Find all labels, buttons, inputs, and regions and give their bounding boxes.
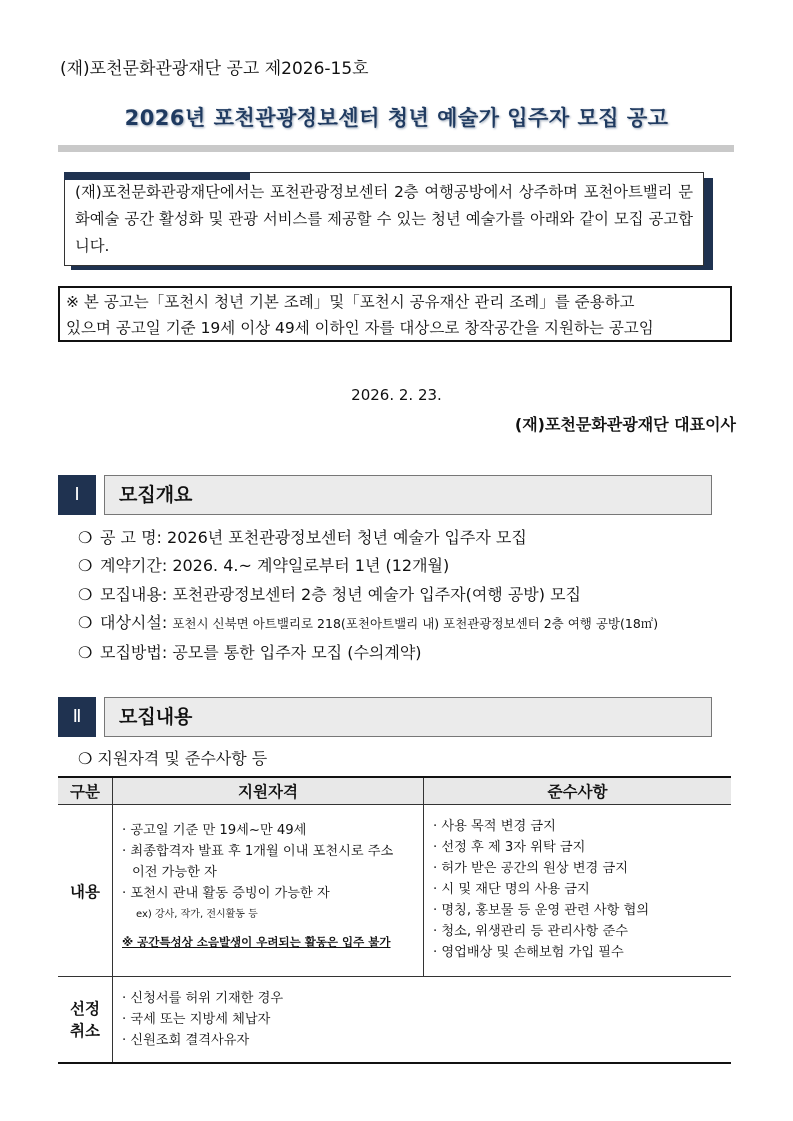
table-row [58,977,731,1063]
item-value: 2026년 포천관광정보센터 청년 예술가 입주자 모집 [167,528,527,547]
item-label: 모집내용: [100,584,168,604]
row-label-content: 내용 [58,805,113,977]
qualification-item: · 공고일 기준 만 19세~만 49세 [122,823,307,838]
cancellation-item: · 신청서를 허위 기재한 경우 [122,991,284,1006]
section-2-subheading: ❍ 지원자격 및 준수사항 등 [78,749,268,768]
compliance-item: · 허가 받은 공간의 원상 변경 금지 [433,861,628,876]
compliance-item: · 영업배상 및 손해보험 가입 필수 [433,945,624,960]
table-header-qualifications: 지원자격 [113,777,424,805]
page-title: 2026년 포천관광정보센터 청년 예술가 입주자 모집 공고 [124,106,669,130]
regulation-notice-box [58,286,732,342]
section-2-title: 모집내용 [104,697,712,737]
row-label-cancellation [58,977,113,1063]
table-header-row [58,777,731,805]
item-value: 2026. 4.~ 계약일로부터 1년 (12개월) [172,556,450,576]
list-item [78,552,658,580]
bullet-icon: ❍ [78,642,93,662]
qualifications-cell [113,805,424,977]
cancellation-cell [113,977,732,1063]
regulation-notice-line-1: ※ 본 공고는「포천시 청년 기본 조례」및「포천시 공유재산 관리 조례」를 준용하고 [66,293,635,311]
title-divider [58,145,734,152]
compliance-cell [424,805,732,977]
intro-box-tab [64,172,250,180]
compliance-item: · 사용 목적 변경 금지 [433,819,556,834]
cancellation-item: · 신원조회 결격사유자 [122,1033,250,1048]
compliance-item: · 명칭, 홍보물 등 운영 관련 사항 협의 [433,903,650,918]
qualification-example: ex) 강사, 작가, 전시활동 등 [136,909,258,920]
row-label-line: 취소 [70,1022,100,1041]
bullet-icon: ❍ [78,613,93,633]
signer: (재)포천문화관광재단 대표이사 [514,415,736,434]
section-1-header [58,475,698,515]
section-2-header [58,697,698,737]
item-label: 공 고 명: [100,528,162,547]
section-1-title: 모집개요 [104,475,712,515]
cancellation-item: · 국세 또는 지방세 체납자 [122,1012,271,1027]
table-row [58,805,731,977]
qualification-warning: ※ 공간특성상 소음발생이 우려되는 활동은 입주 불가 [122,935,391,949]
compliance-item: · 청소, 위생관리 등 관리사항 준수 [433,924,628,939]
item-value: 포천관광정보센터 2층 청년 예술가 입주자(여행 공방) 모집 [172,584,581,604]
bullet-icon: ❍ [78,528,93,547]
qualification-item: · 포천시 관내 활동 증빙이 가능한 자 [122,886,330,901]
notice-number: (재)포천문화관광재단 공고 제2026-15호 [60,59,369,79]
list-item [78,639,658,667]
announcement-date: 2026. 2. 23. [351,386,442,404]
compliance-item: · 시 및 재단 명의 사용 금지 [433,882,590,897]
item-label: 모집방법: [100,642,168,662]
intro-text: (재)포천문화관광재단에서는 포천관광정보센터 2층 여행공방에서 상주하며 포천아트밸리 문화예술 공간 활성화 및 관광 서비스를 제공할 수 있는 청년 예술가를 아래와 같이 모집 공고합니다. [75,183,693,255]
section-1-list [78,524,658,667]
item-value: 포천시 신북면 아트밸리로 218(포천아트밸리 내) 포천관광정보센터 2층 여행 공방(18㎡) [172,616,659,632]
compliance-item: · 선정 후 제 3자 위탁 금지 [433,840,586,855]
section-1-number: Ⅰ [58,475,96,515]
list-item [78,609,658,638]
item-value: 공모를 통한 입주자 모집 (수의계약) [172,642,422,662]
intro-box [64,172,704,266]
row-label-line: 선정 [70,1000,100,1019]
regulation-notice-line-2: 있으며 공고일 기준 19세 이상 49세 이하인 자를 대상으로 창작공간을 지원하는 공고임 [66,319,654,337]
qualification-item: · 최종합격자 발표 후 1개월 이내 포천시로 주소 [122,844,394,859]
bullet-icon: ❍ [78,584,93,604]
requirements-table [58,776,731,1064]
list-item [78,524,658,552]
bullet-icon: ❍ [78,556,93,576]
section-2-number: Ⅱ [58,697,96,737]
item-label: 대상시설: [100,613,168,633]
table-header-category: 구분 [58,777,113,805]
qualification-item: 이전 가능한 자 [132,865,217,880]
list-item [78,581,658,609]
table-header-compliance: 준수사항 [424,777,732,805]
item-label: 계약기간: [100,556,168,576]
